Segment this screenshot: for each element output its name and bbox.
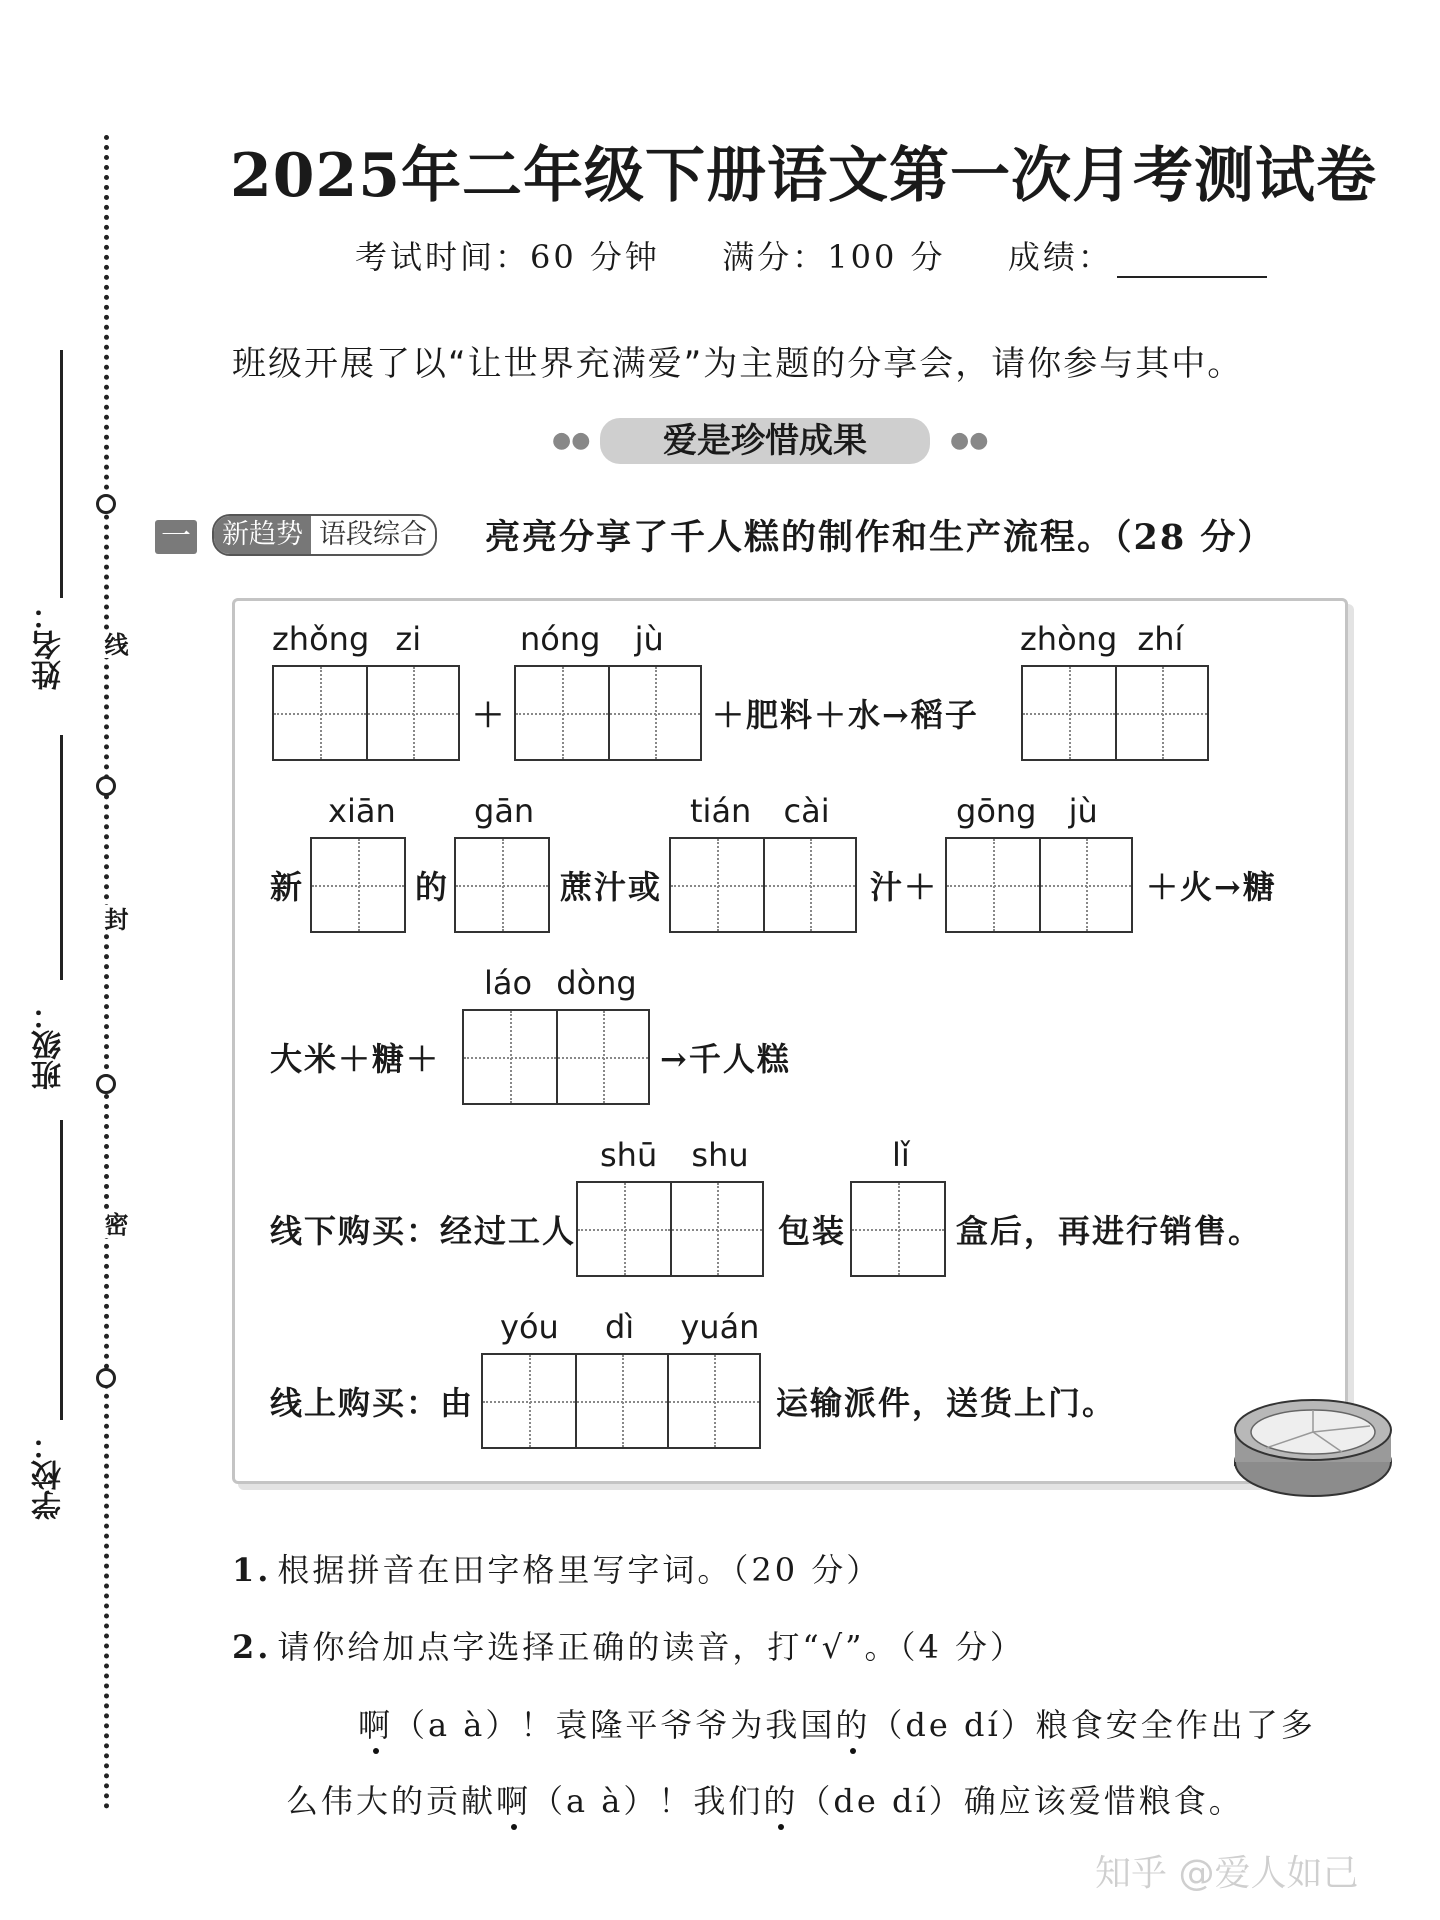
binding-dotted-line xyxy=(104,135,109,1810)
tianzige-youdiyuan[interactable] xyxy=(481,1353,761,1449)
section-badge xyxy=(212,514,437,556)
dotted-char: 的 xyxy=(835,1706,871,1744)
binding-ring xyxy=(96,776,116,796)
badge-new-trend: 新趋势 xyxy=(214,516,311,554)
seal-char-mi: 密 xyxy=(97,1210,132,1238)
full-score: 满分：100 分 xyxy=(722,238,946,276)
reading-text: （a à）！袁隆平爷爷为我国 xyxy=(393,1706,836,1744)
tianzige-gongju[interactable] xyxy=(945,837,1133,933)
score-blank[interactable] xyxy=(1117,246,1267,278)
steamer-cake-illustration xyxy=(1232,1392,1394,1502)
tianzige-shushu[interactable] xyxy=(576,1181,764,1277)
reading-text: （de dí）确应该爱惜粮食。 xyxy=(798,1782,1244,1820)
dotted-char: 啊 xyxy=(496,1782,532,1820)
exam-info xyxy=(355,232,1267,278)
tianzige-xian[interactable] xyxy=(310,837,406,933)
row4-suffix: 盒后，再进行销售。 xyxy=(956,1212,1263,1250)
row1-middle-text: ＋肥料＋水→稻子 xyxy=(712,696,979,734)
pinyin-tiancai: tián cài xyxy=(690,792,830,830)
tianzige-zhongzhi[interactable] xyxy=(1021,665,1209,761)
section-number: 一 xyxy=(155,520,197,554)
question-2 xyxy=(232,1622,1025,1668)
row2-middle-text-2: 汁＋ xyxy=(870,868,939,906)
class-label: 班级： xyxy=(32,1000,67,1090)
banner-dots-right: ●● xyxy=(950,428,989,453)
seal-char-feng: 封 xyxy=(97,905,132,933)
seal-char-xian: 线 xyxy=(97,630,132,658)
row2-de: 的 xyxy=(415,868,450,906)
reading-line-2 xyxy=(286,1776,1244,1822)
plus-sign: ＋ xyxy=(472,696,507,734)
row4-prefix: 线下购买：经过工人 xyxy=(270,1212,577,1250)
pinyin-zhongzhi: zhòng zhí xyxy=(1020,620,1184,658)
name-label: 姓名： xyxy=(32,600,67,690)
question-1 xyxy=(232,1545,881,1591)
pinyin-gongju: gōng jù xyxy=(956,792,1098,830)
row5-prefix: 线上购买：由 xyxy=(270,1384,475,1422)
class-blank[interactable] xyxy=(60,735,63,980)
question-1-text: 根据拼音在田字格里写字词。（20 分） xyxy=(277,1551,882,1589)
pinyin-youdiyuan: yóu dì yuán xyxy=(500,1308,760,1346)
pinyin-shushu: shū shu xyxy=(600,1136,749,1174)
row2-middle-text: 蔗汁或 xyxy=(560,868,663,906)
page-title: 2025年二年级下册语文第一次月考测试卷 xyxy=(230,141,1377,211)
pinyin-nongju: nóng jù xyxy=(520,620,664,658)
intro-text: 班级开展了以“让世界充满爱”为主题的分享会，请你参与其中。 xyxy=(232,344,1244,384)
question-1-number: 1. xyxy=(232,1551,272,1589)
school-label: 学校： xyxy=(32,1430,67,1520)
reading-line-1 xyxy=(358,1700,1316,1746)
binding-ring xyxy=(96,494,116,514)
pinyin-li: lǐ xyxy=(892,1136,910,1174)
reading-text: （a à）！我们 xyxy=(531,1782,764,1820)
name-blank[interactable] xyxy=(60,350,63,598)
tianzige-nongju[interactable] xyxy=(514,665,702,761)
dotted-char: 啊 xyxy=(358,1706,394,1744)
question-2-text: 请你给加点字选择正确的读音，打“√”。（4 分） xyxy=(277,1628,1026,1666)
pinyin-xian: xiān xyxy=(328,792,396,830)
watermark: 知乎 @爱人如己 xyxy=(1095,1853,1359,1894)
tianzige-tiancai[interactable] xyxy=(669,837,857,933)
tianzige-li[interactable] xyxy=(850,1181,946,1277)
reading-text: （de dí）粮食安全作出了多 xyxy=(870,1706,1316,1744)
reading-text: 么伟大的贡献 xyxy=(286,1782,497,1820)
score-label: 成绩： xyxy=(1007,238,1113,276)
school-blank[interactable] xyxy=(60,1120,63,1420)
row2-prefix: 新 xyxy=(270,868,305,906)
binding-ring xyxy=(96,1368,116,1388)
dotted-char: 的 xyxy=(763,1782,799,1820)
banner-dots-left: ●● xyxy=(552,428,591,453)
pinyin-gan: gān xyxy=(474,792,535,830)
question-2-number: 2. xyxy=(232,1628,272,1666)
theme-banner: 爱是珍惜成果 xyxy=(600,418,930,464)
pinyin-laodong: láo dòng xyxy=(484,964,637,1002)
row3-prefix: 大米＋糖＋ xyxy=(270,1040,441,1078)
row5-suffix: 运输派件，送货上门。 xyxy=(776,1384,1117,1422)
row2-suffix: ＋火→糖 xyxy=(1146,868,1277,906)
pinyin-zhongzi: zhǒng zi xyxy=(272,620,422,658)
exam-time: 考试时间：60 分钟 xyxy=(355,238,660,276)
row3-suffix: →千人糕 xyxy=(660,1040,791,1078)
tianzige-laodong[interactable] xyxy=(462,1009,650,1105)
section-heading: 亮亮分享了千人糕的制作和生产流程。（28 分） xyxy=(485,517,1275,558)
badge-type: 语段综合 xyxy=(311,516,435,554)
tianzige-gan[interactable] xyxy=(454,837,550,933)
binding-ring xyxy=(96,1074,116,1094)
row4-middle-text: 包装 xyxy=(778,1212,847,1250)
tianzige-zhongzi[interactable] xyxy=(272,665,460,761)
